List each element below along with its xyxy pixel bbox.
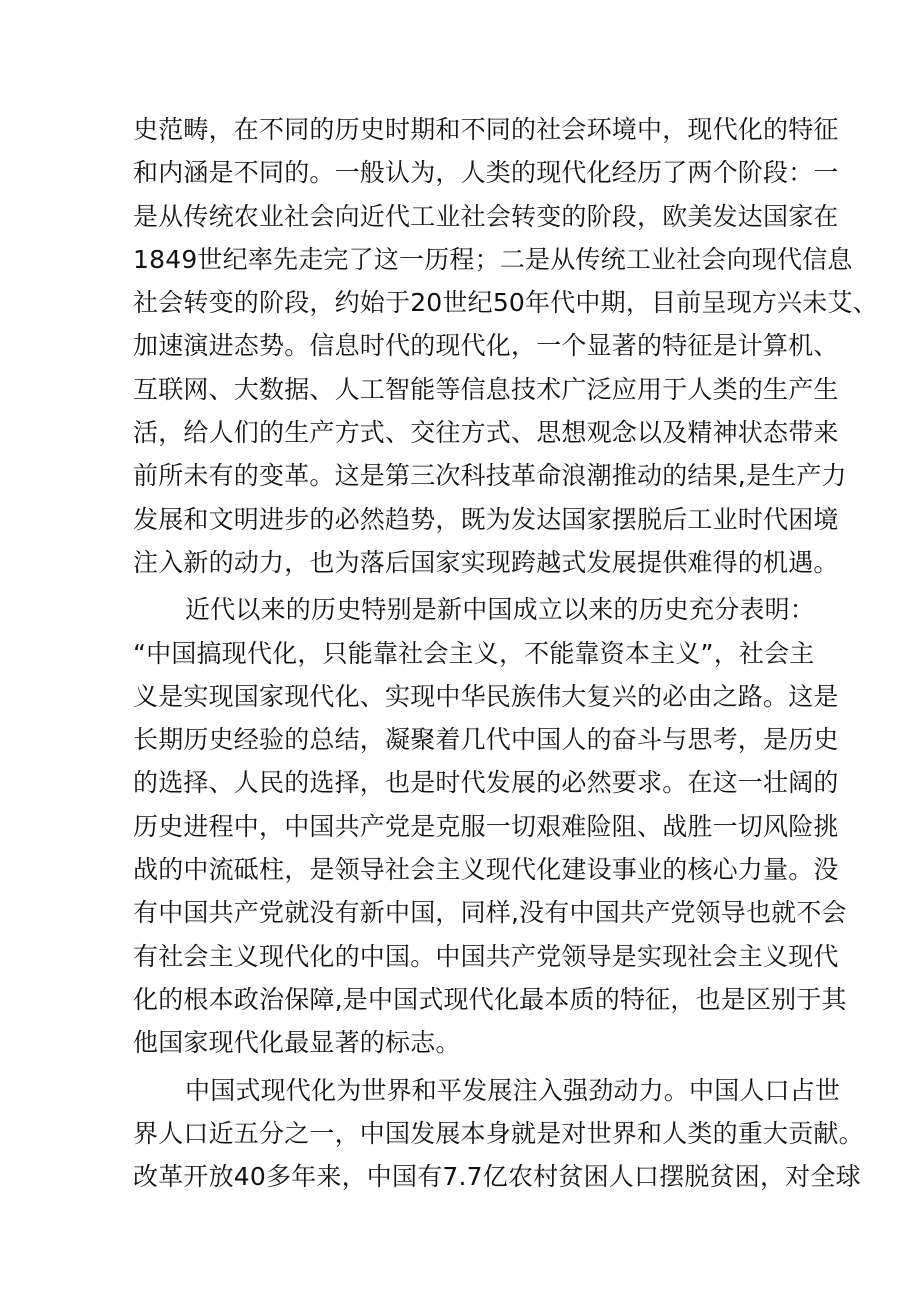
paragraph-3: [133, 1069, 864, 1199]
document-page: [133, 108, 878, 1198]
text-line: 近代以来的历史特别是新中国成立以来的历史充分表明：: [185, 595, 816, 625]
text-line: 互联网、大数据、人工智能等信息技术广泛应用于人类的生产生: [133, 374, 839, 404]
text-line: 界人口近五分之一，中国发展本身就是对世界和人类的重大贡献。: [133, 1118, 864, 1148]
text-line: 中国式现代化为世界和平发展注入强劲动力。中国人口占世: [185, 1075, 841, 1105]
text-line: 发展和文明进步的必然趋势，既为发达国家摆脱后工业时代困境: [133, 504, 839, 534]
text-line: 加速演进态势。信息时代的现代化，一个显著的特征是计算机、: [133, 331, 839, 361]
text-line: 社会转变的阶段，约始于20世纪50年代中期，目前呈现方兴未艾、: [133, 288, 878, 318]
text-line: “中国搞现代化，只能靠社会主义，不能靠资本主义”，社会主: [133, 638, 815, 668]
text-line: 是从传统农业社会向近代工业社会转变的阶段，欧美发达国家在: [133, 201, 839, 231]
text-line: 1849世纪率先走完了这一历程；二是从传统工业社会向现代信息: [133, 244, 853, 274]
text-line: 历史进程中，中国共产党是克服一切艰难险阻、战胜一切风险挑: [133, 811, 839, 841]
paragraph-1: [133, 108, 878, 584]
text-line: 有中国共产党就没有新中国，同样,没有中国共产党领导也就不会: [133, 898, 847, 928]
text-line: 战的中流砥柱，是领导社会主义现代化建设事业的核心力量。没: [133, 855, 839, 885]
text-line: 前所未有的变革。这是第三次科技革命浪潮推动的结果,是生产力: [133, 461, 847, 491]
text-line: 化的根本政治保障,是中国式现代化最本质的特征，也是区别于其: [133, 984, 847, 1014]
paragraph-2: [133, 588, 847, 1064]
text-line: 的选择、人民的选择，也是时代发展的必然要求。在这一壮阔的: [133, 768, 839, 798]
text-line: 长期历史经验的总结，凝聚着几代中国人的奋斗与思考，是历史: [133, 725, 839, 755]
text-line: 史范畴，在不同的历史时期和不同的社会环境中，现代化的特征: [133, 115, 839, 144]
text-line: 改革开放40多年来，中国有7.7亿农村贫困人口摆脱贫困，对全球: [133, 1162, 861, 1192]
text-line: 和内涵是不同的。一般认为，人类的现代化经历了两个阶段：一: [133, 158, 839, 188]
text-line: 活，给人们的生产方式、交往方式、思想观念以及精神状态带来: [133, 418, 839, 448]
text-line: 义是实现国家现代化、实现中华民族伟大复兴的必由之路。这是: [133, 681, 839, 711]
text-line: 他国家现代化最显著的标志。: [133, 1028, 461, 1058]
text-line: 有社会主义现代化的中国。中国共产党领导是实现社会主义现代: [133, 941, 839, 971]
text-line: 注入新的动力，也为落后国家实现跨越式发展提供难得的机遇。: [133, 547, 839, 577]
